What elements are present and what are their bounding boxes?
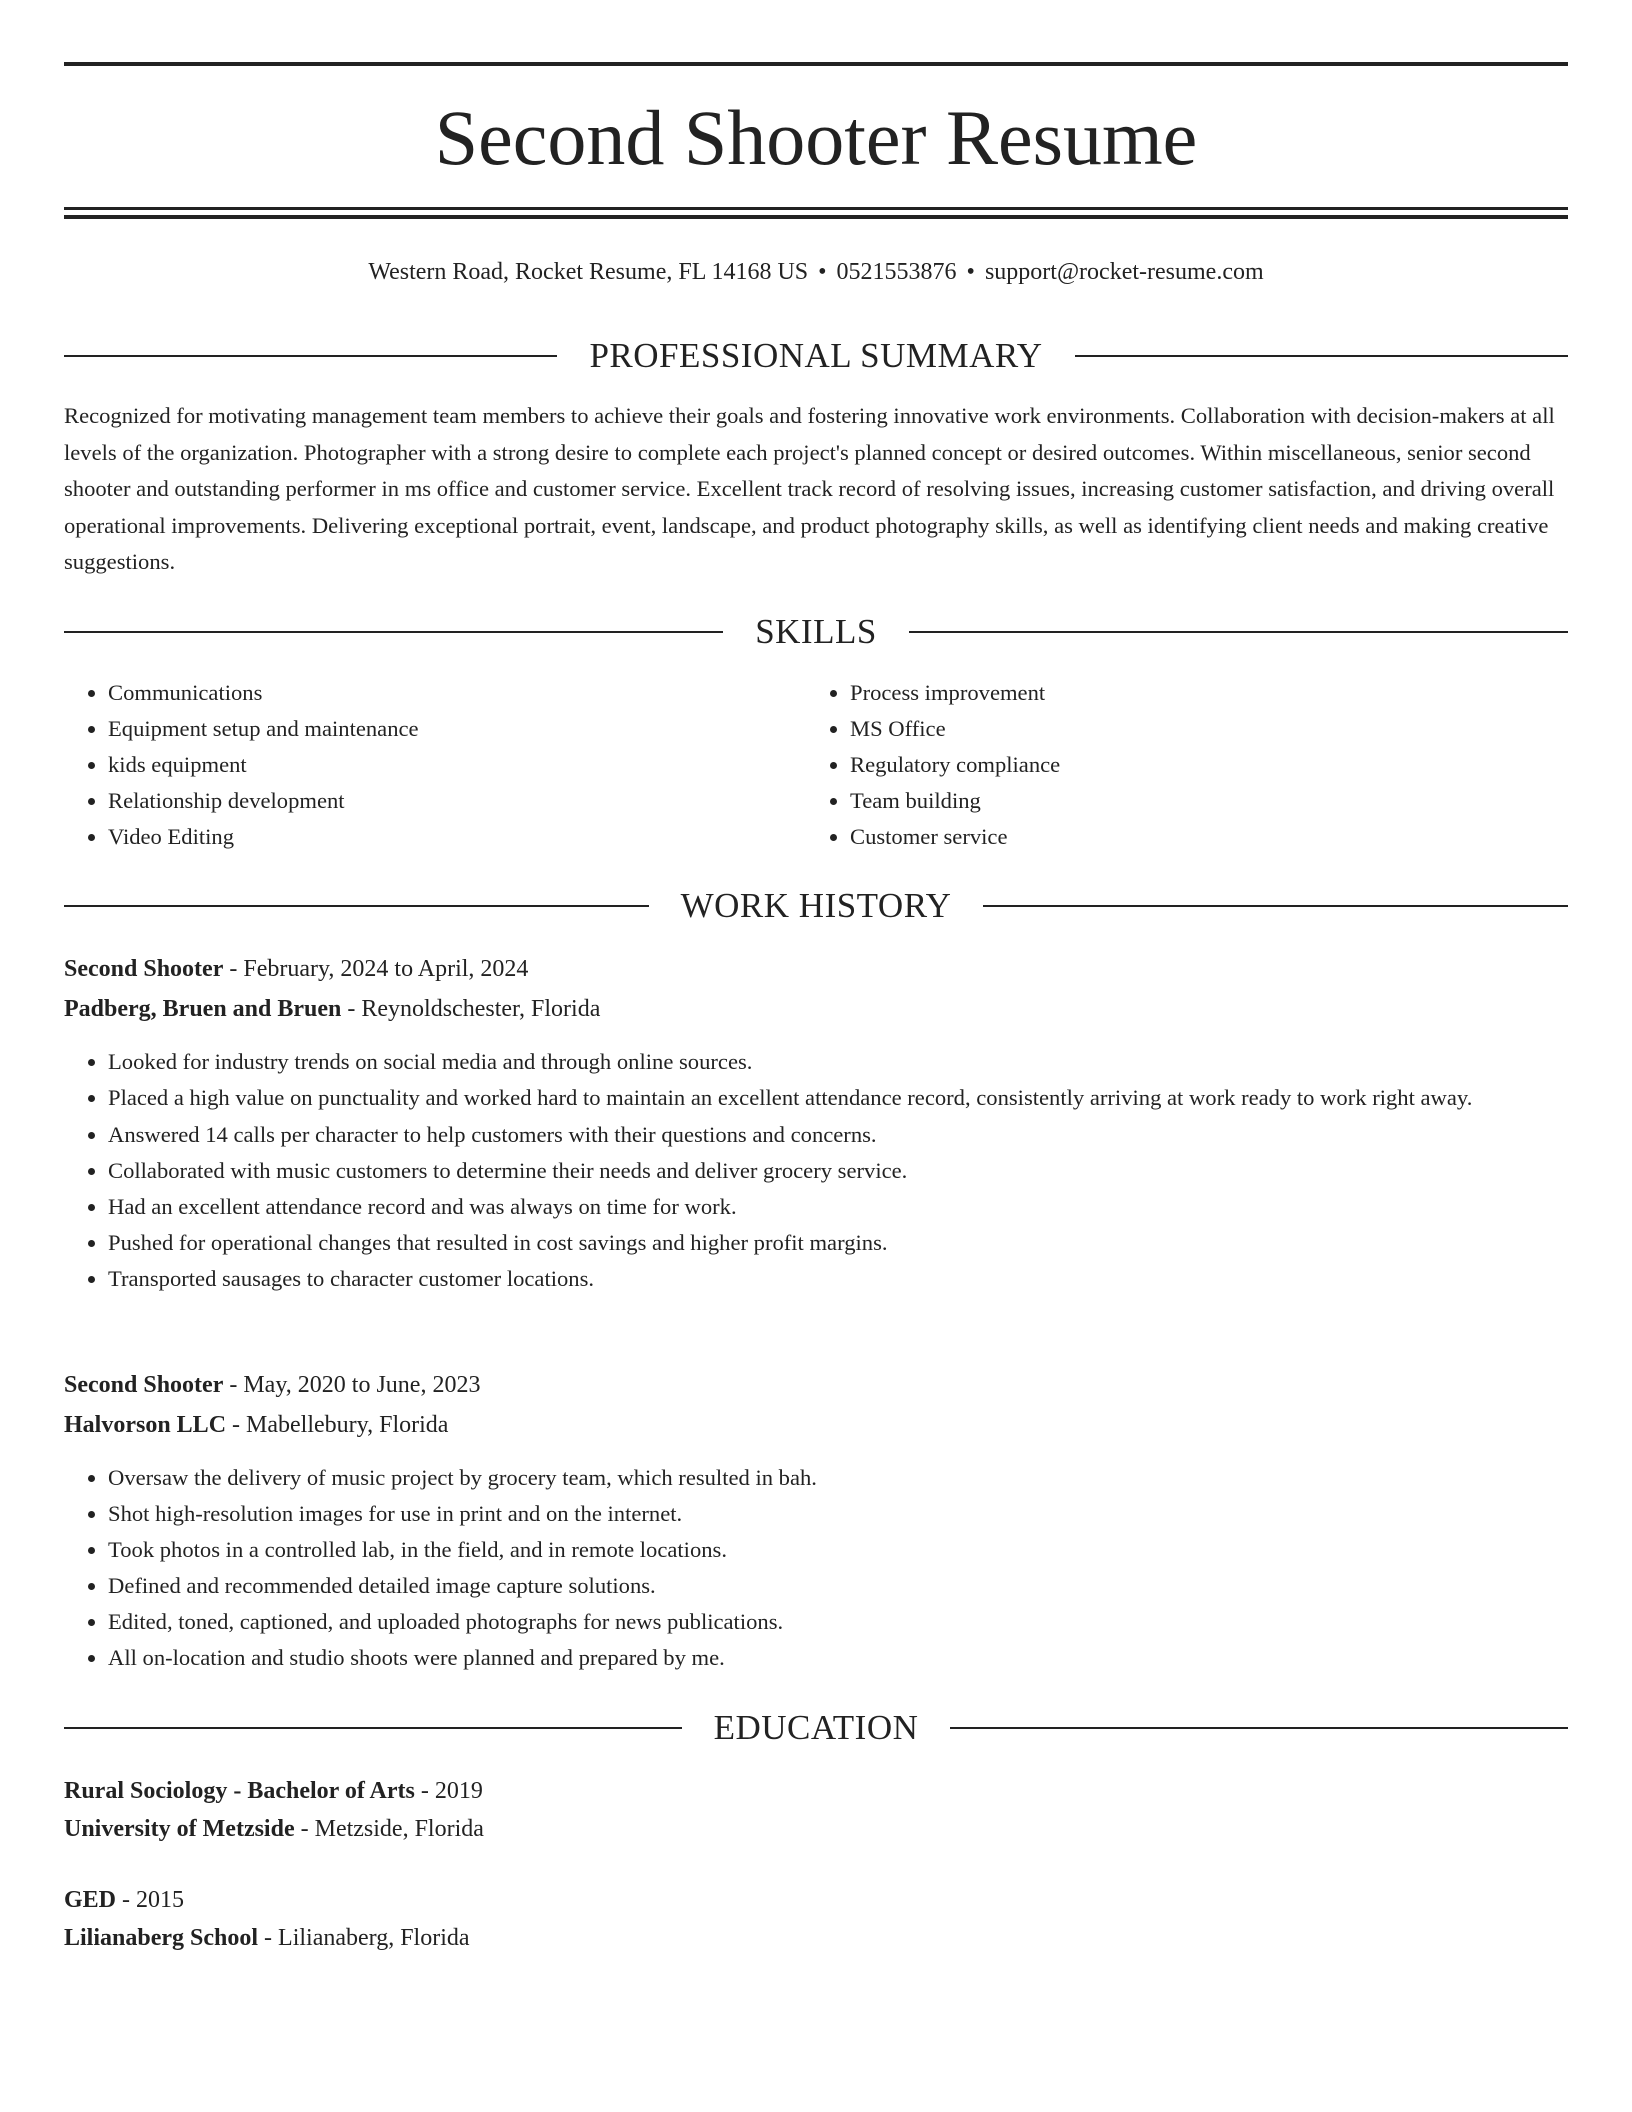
skill-item: • Process improvement: [850, 675, 1526, 711]
education-school-line: [64, 1809, 1568, 1849]
skill-item: • kids equipment: [108, 747, 784, 783]
contact-separator: •: [818, 259, 827, 285]
job-title: Second Shooter: [64, 1372, 224, 1398]
title-rule-upper: [64, 207, 1568, 210]
education-year: 2015: [136, 1887, 185, 1913]
job-bullet: • Placed a high value on punctuality and worked hard to maintain an excellent attendance record, consistently arriving at work ready to work right away.: [108, 1080, 1568, 1117]
education-school-line: [64, 1918, 1568, 1958]
joiner: -: [341, 996, 362, 1022]
heading-rule-left: [64, 631, 723, 633]
heading-rule-left: [64, 905, 649, 907]
summary-heading: [64, 334, 1568, 378]
job-company: Padberg, Bruen and Bruen: [64, 996, 342, 1022]
skills-list-left: [64, 675, 784, 855]
skills-heading-text: SKILLS: [755, 612, 877, 651]
work-heading: [64, 884, 1568, 928]
skill-item: • Video Editing: [108, 819, 784, 855]
skill-item: • Communications: [108, 675, 784, 711]
job-bullet-list: [64, 1460, 1568, 1676]
job-dates: May, 2020 to June, 2023: [243, 1372, 481, 1398]
skills-list-right: [806, 675, 1526, 855]
resume-title: Second Shooter Resume: [434, 94, 1198, 181]
joiner: -: [414, 1778, 435, 1804]
job-bullets: [64, 1044, 1568, 1297]
education-degree-line: [64, 1771, 1568, 1811]
job-bullet: • All on-location and studio shoots were planned and prepared by me.: [108, 1640, 1568, 1676]
heading-rule-left: [64, 1727, 682, 1729]
joiner: -: [258, 1925, 279, 1951]
job-company-line: [64, 1405, 1568, 1445]
education-heading-text: EDUCATION: [713, 1708, 919, 1747]
job-bullet-list: [64, 1044, 1568, 1297]
job-dates: February, 2024 to April, 2024: [243, 956, 529, 982]
job-location: Reynoldschester, Florida: [361, 996, 601, 1022]
job-title-line: [64, 949, 1568, 989]
education-degree: GED: [64, 1887, 117, 1913]
skill-item: • Equipment setup and maintenance: [108, 711, 784, 747]
title-rule-lower: [64, 215, 1568, 219]
job-bullet: • Pushed for operational changes that resulted in cost savings and higher profit margins.: [108, 1225, 1568, 1261]
heading-rule-right: [983, 905, 1568, 907]
summary-text: Recognized for motivating management team members to achieve their goals and fostering innovative work environments. Collaboration with decision-makers at all levels of the organization. Photographer with a strong desire to complete each project's planned concept or desired outcomes. Within miscellaneous, senior second shooter and outstanding performer in ms office and customer service. Excellent track record of resolving issues, increasing customer satisfaction, and driving overall operational improvements. Delivering exceptional portrait, event, landscape, and product photography skills, as well as identifying client needs and making creative suggestions.: [64, 403, 1555, 574]
joiner: -: [223, 1372, 244, 1398]
joiner: -: [226, 1412, 247, 1438]
skill-item: • Relationship development: [108, 783, 784, 819]
heading-rule-right: [909, 631, 1568, 633]
contact-address: Western Road, Rocket Resume, FL 14168 US: [368, 259, 809, 285]
education-degree-line: [64, 1880, 1568, 1920]
joiner: -: [223, 956, 244, 982]
job-bullet: • Collaborated with music customers to determine their needs and deliver grocery service.: [108, 1153, 1568, 1189]
job-company-line: [64, 989, 1568, 1029]
job-bullet: • Edited, toned, captioned, and uploaded photographs for news publications.: [108, 1604, 1568, 1640]
job-bullet: • Took photos in a controlled lab, in the field, and in remote locations.: [108, 1532, 1568, 1568]
job-location: Mabellebury, Florida: [246, 1412, 449, 1438]
skill-item: • MS Office: [850, 711, 1526, 747]
job-bullet: • Defined and recommended detailed image capture solutions.: [108, 1568, 1568, 1604]
skill-item: • Regulatory compliance: [850, 747, 1526, 783]
heading-rule-right: [950, 1727, 1568, 1729]
summary-heading-text: PROFESSIONAL SUMMARY: [589, 336, 1043, 375]
job-bullet: • Transported sausages to character customer locations.: [108, 1261, 1568, 1297]
skills-column-right: [806, 675, 1526, 855]
contact-phone: 0521553876: [836, 259, 957, 285]
contact-line: [64, 254, 1568, 290]
skills-column-left: [64, 675, 784, 855]
joiner: -: [294, 1816, 315, 1842]
job-bullet: • Oversaw the delivery of music project by grocery team, which resulted in bah.: [108, 1460, 1568, 1496]
education-location: Lilianaberg, Florida: [278, 1925, 470, 1951]
job-title: Second Shooter: [64, 956, 224, 982]
top-rule: [64, 62, 1568, 66]
skill-item: • Team building: [850, 783, 1526, 819]
job-bullet: • Answered 14 calls per character to help customers with their questions and concerns.: [108, 1117, 1568, 1153]
job-title-line: [64, 1365, 1568, 1405]
job-bullet: • Had an excellent attendance record and was always on time for work.: [108, 1189, 1568, 1225]
job-bullets: [64, 1460, 1568, 1676]
job-bullet: • Looked for industry trends on social media and through online sources.: [108, 1044, 1568, 1080]
job-company: Halvorson LLC: [64, 1412, 227, 1438]
heading-rule-right: [1075, 355, 1568, 357]
contact-email: support@rocket-resume.com: [984, 259, 1264, 285]
education-school: Lilianaberg School: [64, 1925, 259, 1951]
skill-item: • Customer service: [850, 819, 1526, 855]
education-degree: Rural Sociology - Bachelor of Arts: [64, 1778, 415, 1804]
contact-separator: •: [966, 259, 975, 285]
skills-heading: [64, 610, 1568, 654]
education-heading: [64, 1706, 1568, 1750]
job-bullet: • Shot high-resolution images for use in print and on the internet.: [108, 1496, 1568, 1532]
education-year: 2019: [434, 1778, 483, 1804]
joiner: -: [116, 1887, 137, 1913]
heading-rule-left: [64, 355, 557, 357]
education-location: Metzside, Florida: [314, 1816, 484, 1842]
work-heading-text: WORK HISTORY: [680, 886, 952, 925]
education-school: University of Metzside: [64, 1816, 295, 1842]
